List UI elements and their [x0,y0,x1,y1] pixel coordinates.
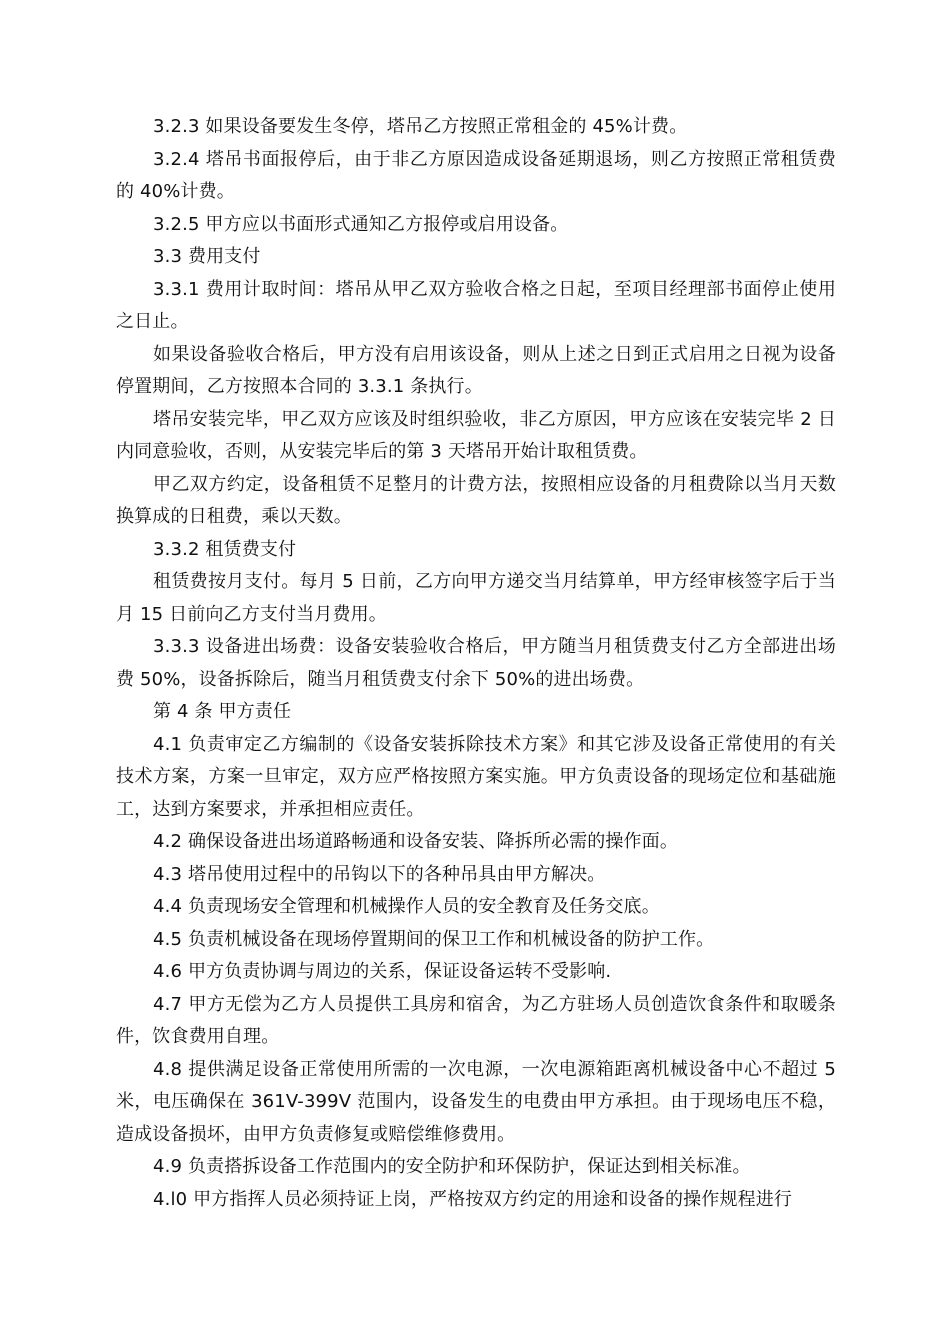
clause-3-3-1: 3.3.1 费用计取时间：塔吊从甲乙双方验收合格之日起，至项目经理部书面停止使用之日止。 [116,278,836,332]
clause-4-1: 4.1 负责审定乙方编制的《设备安装拆除技术方案》和其它涉及设备正常使用的有关技术方案，方案一旦审定，双方应严格按照方案实施。甲方负责设备的现场定位和基础施工，达到方案要求，并承担相应责任。 [116,733,836,820]
clause-4-2: 4.2 确保设备进出场道路畅通和设备安装、降拆所必需的操作面。 [153,831,678,852]
clause-4-5: 4.5 负责机械设备在现场停置期间的保卫工作和机械设备的防护工作。 [153,928,715,950]
paragraph-idle-period: 如果设备验收合格后，甲方没有启用该设备，则从上述之日到正式启用之日视为设备停置期间，乙方按照本合同的 3.3.1 条执行。 [116,343,836,397]
paragraph-acceptance: 塔吊安装完毕，甲乙双方应该及时组织验收，非乙方原因，甲方应该在安装完毕 2 日内同意验收，否则，从安装完毕后的第 3 天塔吊开始计取租赁费。 [116,408,836,462]
clause-4-9: 4.9 负责搭拆设备工作范围内的安全防护和环保防护，保证达到相关标准。 [153,1156,751,1177]
clause-3-2-4: 3.2.4 塔吊书面报停后，由于非乙方原因造成设备延期退场，则乙方按照正常租赁费的 40%计费。 [116,148,836,202]
clause-4-3: 4.3 塔吊使用过程中的吊钩以下的各种吊具由甲方解决。 [153,863,606,885]
clause-4-7: 4.7 甲方无偿为乙方人员提供工具房和宿舍，为乙方驻场人员创造饮食条件和取暖条件，饮食费用自理。 [116,993,836,1047]
clause-3-3-3: 3.3.3 设备进出场费：设备安装验收合格后，甲方随当月租赁费支付乙方全部进出场费 50%，设备拆除后，随当月租赁费支付余下 50%的进出场费。 [116,636,836,690]
paragraph-partial-month: 甲乙双方约定，设备租赁不足整月的计费方法，按照相应设备的月租费除以当月天数换算成的日租费，乘以天数。 [116,473,836,527]
clause-4-10: 4.l0 甲方指挥人员必须持证上岗，严格按双方约定的用途和设备的操作规程进行 [153,1188,793,1210]
section-3-3-heading: 3.3 费用支付 [153,246,261,267]
clause-3-2-3: 3.2.3 如果设备要发生冬停，塔吊乙方按照正常租金的 45%计费。 [153,116,688,137]
clause-4-4: 4.4 负责现场安全管理和机械操作人员的安全教育及任务交底。 [153,896,660,917]
clause-3-2-5: 3.2.5 甲方应以书面形式通知乙方报停或启用设备。 [153,213,569,235]
clause-3-3-2: 3.3.2 租赁费支付 [153,538,297,560]
article-4-heading: 第 4 条 甲方责任 [153,701,292,722]
clause-4-8: 4.8 提供满足设备正常使用所需的一次电源，一次电源箱距离机械设备中心不超过 5 米，电压确保在 361V-399V 范围内，设备发生的电费由甲方承担。由于现场电压不稳，造成设备损坏，由甲方负责修复或赔偿维修费用。 [116,1058,836,1145]
document-body [116,111,836,1216]
paragraph-monthly-payment: 租赁费按月支付。每月 5 日前，乙方向甲方递交当月结算单，甲方经审核签字后于当月 15 日前向乙方支付当月费用。 [116,571,836,625]
clause-4-6: 4.6 甲方负责协调与周边的关系，保证设备运转不受影响. [153,961,612,982]
